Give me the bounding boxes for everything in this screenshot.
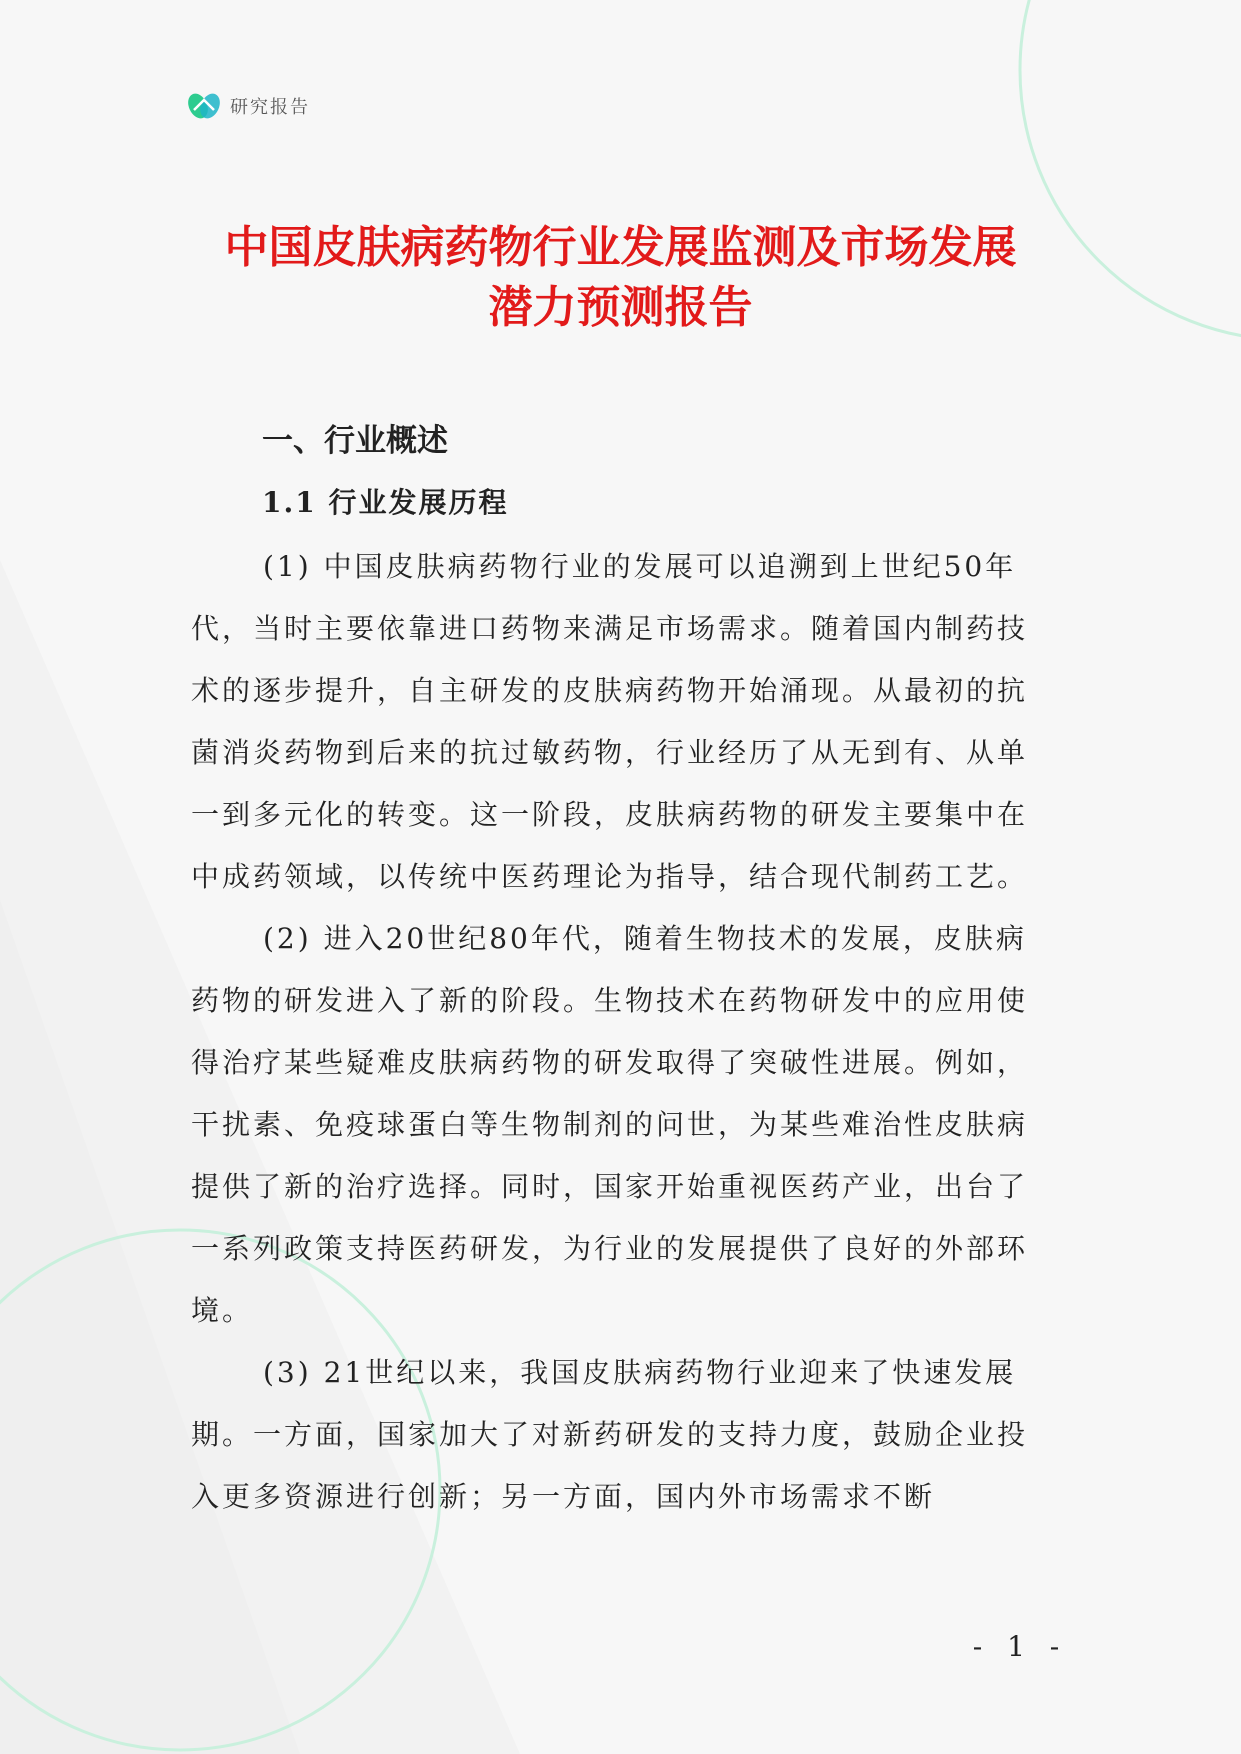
page-number: - 1 - — [972, 1630, 1068, 1663]
paragraph-2: (2) 进入20世纪80年代，随着生物技术的发展，皮肤病药物的研发进入了新的阶段。生物技术在药物研发中的应用使得治疗某些疑难皮肤病药物的研发取得了突破性进展。例如，干扰素、免疫球蛋白等生物制剂的问世，为某些难治性皮肤病提供了新的治疗选择。同时，国家开始重视医药产业，出台了一系列政策支持医药研发，为行业的发展提供了良好的外部环境。 — [191, 922, 1029, 1327]
report-header — [186, 88, 310, 124]
section-heading: 一、行业概述 — [262, 423, 448, 459]
document-title — [150, 218, 1091, 338]
paragraph-1: (1) 中国皮肤病药物行业的发展可以追溯到上世纪50年代，当时主要依靠进口药物来满足市场需求。随着国内制药技术的逐步提升，自主研发的皮肤病药物开始涌现。从最初的抗菌消炎药物到后来的抗过敏药物，行业经历了从无到有、从单一到多元化的转变。这一阶段，皮肤病药物的研发主要集中在中成药领域，以传统中医药理论为指导，结合现代制药工艺。 — [191, 550, 1029, 893]
title-line-1: 中国皮肤病药物行业发展监测及市场发展 — [224, 222, 1017, 273]
leaf-logo-icon — [186, 88, 222, 124]
title-line-2: 潜力预测报告 — [488, 282, 753, 333]
subsection-heading: 1.1 行业发展历程 — [262, 486, 509, 519]
paragraph-3: (3) 21世纪以来，我国皮肤病药物行业迎来了快速发展期。一方面，国家加大了对新药研发的支持力度，鼓励企业投入更多资源进行创新；另一方面，国内外市场需求不断 — [191, 1356, 1029, 1513]
body-text — [191, 536, 1051, 1528]
header-label: 研究报告 — [230, 97, 310, 118]
